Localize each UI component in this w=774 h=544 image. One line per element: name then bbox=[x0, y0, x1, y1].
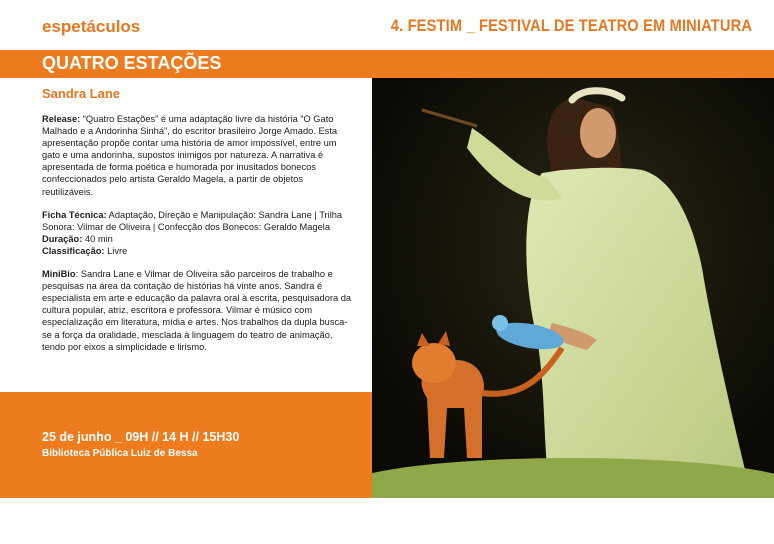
minibio-text: : Sandra Lane e Vilmar de Oliveira são parceiros de trabalho e pesquisas na área da contação de histórias há vinte anos. Sandra é especialista em arte e educação da palavra oral à escrita, pesquisadora da cultura popular, atriz, escritora e professora. Vilmar é músico com especialização em literatura, mídia e artes. Nos trabalhos da dupla busca-se a força da oralidade, mesclada à linguagem do teatro de animação, tendo por eixos a simplicidade e lirismo. bbox=[42, 269, 352, 352]
festival-title: 4. FESTIM _ FESTIVAL DE TEATRO EM MINIATURA bbox=[390, 16, 752, 35]
artist-name: Sandra Lane bbox=[42, 86, 121, 101]
classificacao-label: Classificação: bbox=[42, 245, 105, 256]
ficha-paragraph bbox=[42, 209, 352, 233]
schedule-venue: Biblioteca Pública Luiz de Bessa bbox=[42, 448, 198, 459]
performance-illustration bbox=[372, 78, 774, 498]
cat-head bbox=[412, 343, 456, 383]
schedule-date: 25 de junho _ 09H // 14 H // 15H30 bbox=[42, 430, 240, 444]
duracao-line bbox=[42, 233, 352, 245]
bird-head bbox=[492, 315, 508, 331]
body-text bbox=[42, 113, 352, 364]
minibio-label: MiniBio bbox=[42, 269, 76, 280]
release-paragraph bbox=[42, 113, 352, 198]
ficha-text: Adaptação, Direção e Manipulação: Sandra Lane | Trilha Sonora: Vilmar de Oliveira | Confecção dos Bonecos: Geraldo Magela bbox=[42, 209, 343, 232]
ficha-label: Ficha Técnica: bbox=[42, 209, 107, 220]
performer-face bbox=[580, 108, 616, 158]
classificacao-value: Livre bbox=[104, 245, 128, 256]
show-title: QUATRO ESTAÇÕES bbox=[42, 53, 222, 73]
duracao-value: 40 min bbox=[82, 233, 113, 244]
performance-photo bbox=[372, 78, 774, 498]
schedule-band bbox=[0, 392, 372, 498]
classificacao-line bbox=[42, 245, 352, 257]
minibio-paragraph bbox=[42, 268, 352, 353]
section-label: espetáculos bbox=[42, 17, 141, 36]
release-label: Release: bbox=[42, 114, 81, 124]
release-text: “Quatro Estações” é uma adaptação livre da história “O Gato Malhado e a Andorinha Sinhá”, do escritor brasileiro Jorge Amado. Esta apresentação propõe contar uma história de amor impossível, entre um gato e uma andorinha, supostos inimigos por natureza. A narrativa é apresentada de forma poética e humorada por inusitados bonecos confeccionados pelo artista Geraldo Magela, a partir de objetos reutilizáveis. bbox=[42, 114, 338, 197]
duracao-label: Duração: bbox=[42, 233, 83, 244]
